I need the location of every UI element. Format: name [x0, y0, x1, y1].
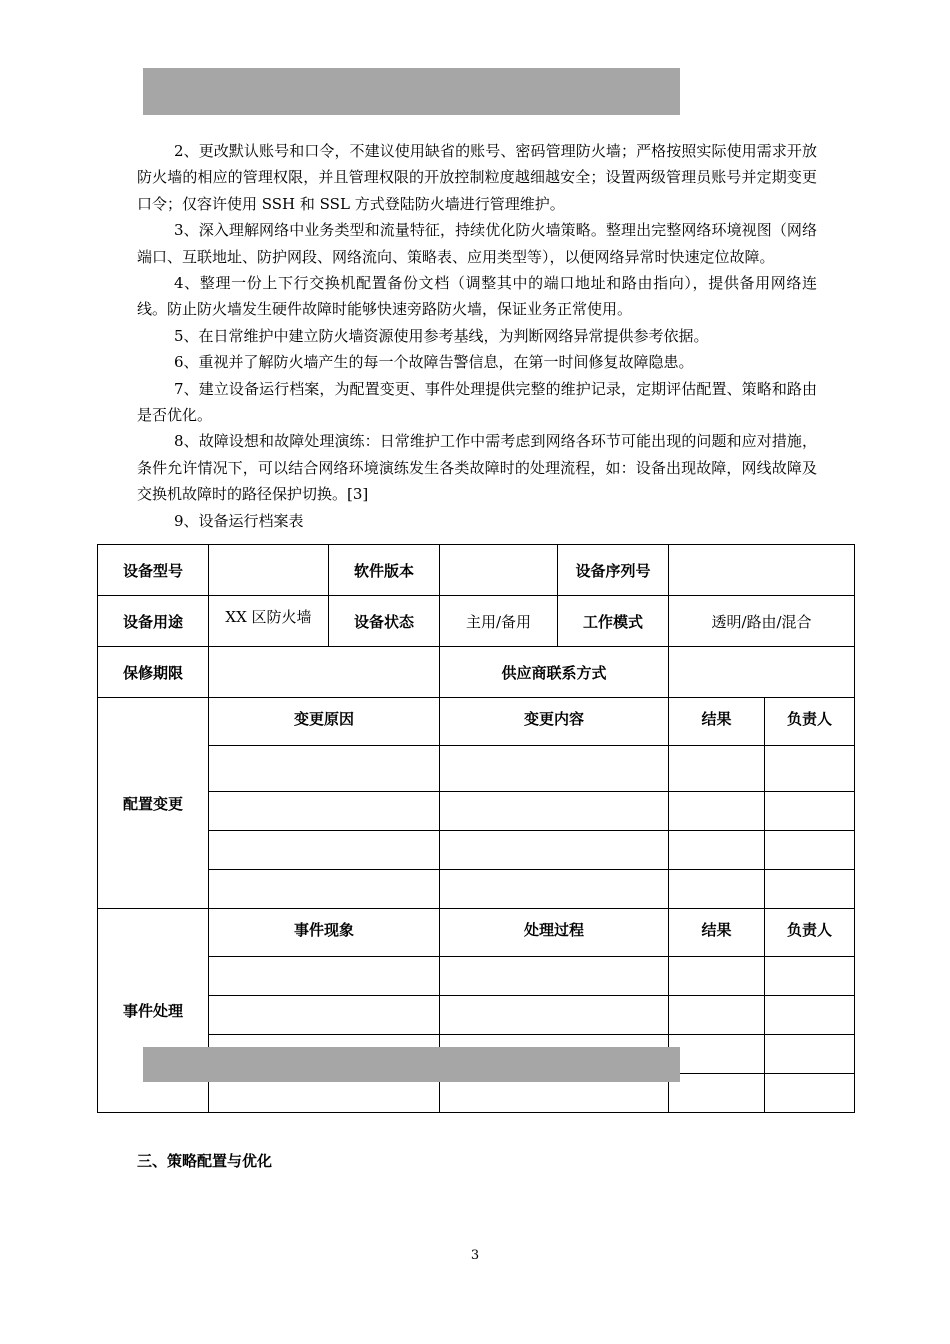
- table-row: [98, 957, 855, 996]
- work-mode-label: 工作模式: [558, 596, 669, 647]
- config-change-label: 配置变更: [98, 698, 209, 909]
- paragraph-2: 2、更改默认账号和口令，不建议使用缺省的账号、密码管理防火墙；严格按照实际使用需求开放防火墙的相应的管理权限，并且管理权限的开放控制粒度越细越安全；设置两级管理员账号并定期变更口令；仅容许使用 SSH 和 SSL 方式登陆防火墙进行管理维护。: [137, 142, 817, 213]
- event-handling-label: 事件处理: [98, 909, 209, 1113]
- process-header: 处理过程: [440, 909, 669, 957]
- device-model-label: 设备型号: [98, 545, 209, 596]
- vendor-contact-value: [669, 647, 855, 698]
- redaction-bar-top: [143, 68, 680, 115]
- software-version-value: [440, 545, 558, 596]
- paragraph-3: 3、深入理解网络中业务类型和流量特征，持续优化防火墙策略。整理出完整网络环境视图（网络端口、互联地址、防护网段、网络流向、策略表、应用类型等），以便网络异常时快速定位故障。: [137, 221, 817, 266]
- warranty-label: 保修期限: [98, 647, 209, 698]
- change-content-header: 变更内容: [440, 698, 669, 746]
- paragraph-9: 9、设备运行档案表: [174, 511, 304, 530]
- paragraph-5: 5、在日常维护中建立防火墙资源使用参考基线，为判断网络异常提供参考依据。: [174, 326, 709, 345]
- table-row: [98, 698, 855, 746]
- redaction-bar-table: [143, 1047, 680, 1082]
- body-text: [137, 138, 817, 534]
- page-number: 3: [470, 1248, 480, 1263]
- paragraph-4: 4、整理一份上下行交换机配置备份文档（调整其中的端口地址和路由指向），提供备用网络连线。防止防火墙发生硬件故障时能够快速旁路防火墙，保证业务正常使用。: [137, 274, 817, 319]
- result-header: 结果: [669, 698, 765, 746]
- paragraph-7: 7、建立设备运行档案，为配置变更、事件处理提供完整的维护记录，定期评估配置、策略和路由是否优化。: [137, 379, 817, 425]
- device-model-value: [209, 545, 329, 596]
- device-purpose-label: 设备用途: [98, 596, 209, 647]
- software-version-label: 软件版本: [329, 545, 440, 596]
- table-row: [98, 909, 855, 957]
- event-symptom-header: 事件现象: [209, 909, 440, 957]
- table-row: [98, 545, 855, 596]
- table-row: [98, 647, 855, 698]
- device-status-value: 主用/备用: [440, 596, 558, 647]
- table-row: [98, 870, 855, 909]
- section-heading: 三、策略配置与优化: [137, 1152, 273, 1170]
- warranty-value: [209, 647, 440, 698]
- table-row: [98, 831, 855, 870]
- paragraph-6: 6、重视并了解防火墙产生的每一个故障告警信息，在第一时间修复故障隐患。: [174, 353, 694, 372]
- table-row: [98, 792, 855, 831]
- change-reason-header: 变更原因: [209, 698, 440, 746]
- device-status-label: 设备状态: [329, 596, 440, 647]
- table-row: [98, 746, 855, 792]
- table-row: [98, 596, 855, 647]
- paragraph-8: 8、故障设想和故障处理演练：日常维护工作中需考虑到网络各环节可能出现的问题和应对措施，条件允许情况下，可以结合网络环境演练发生各类故障时的处理流程，如：设备出现故障，网线故障及交换机故障时的路径保护切换。[3]: [137, 432, 817, 504]
- owner-header: 负责人: [765, 698, 855, 746]
- vendor-contact-label: 供应商联系方式: [440, 647, 669, 698]
- event-result-header: 结果: [669, 909, 765, 957]
- serial-number-label: 设备序列号: [558, 545, 669, 596]
- serial-number-value: [669, 545, 855, 596]
- device-purpose-value: XX 区防火墙: [209, 596, 329, 647]
- device-archive-table: [97, 544, 855, 1113]
- work-mode-value: 透明/路由/混合: [669, 596, 855, 647]
- event-owner-header: 负责人: [765, 909, 855, 957]
- table-row: [98, 996, 855, 1035]
